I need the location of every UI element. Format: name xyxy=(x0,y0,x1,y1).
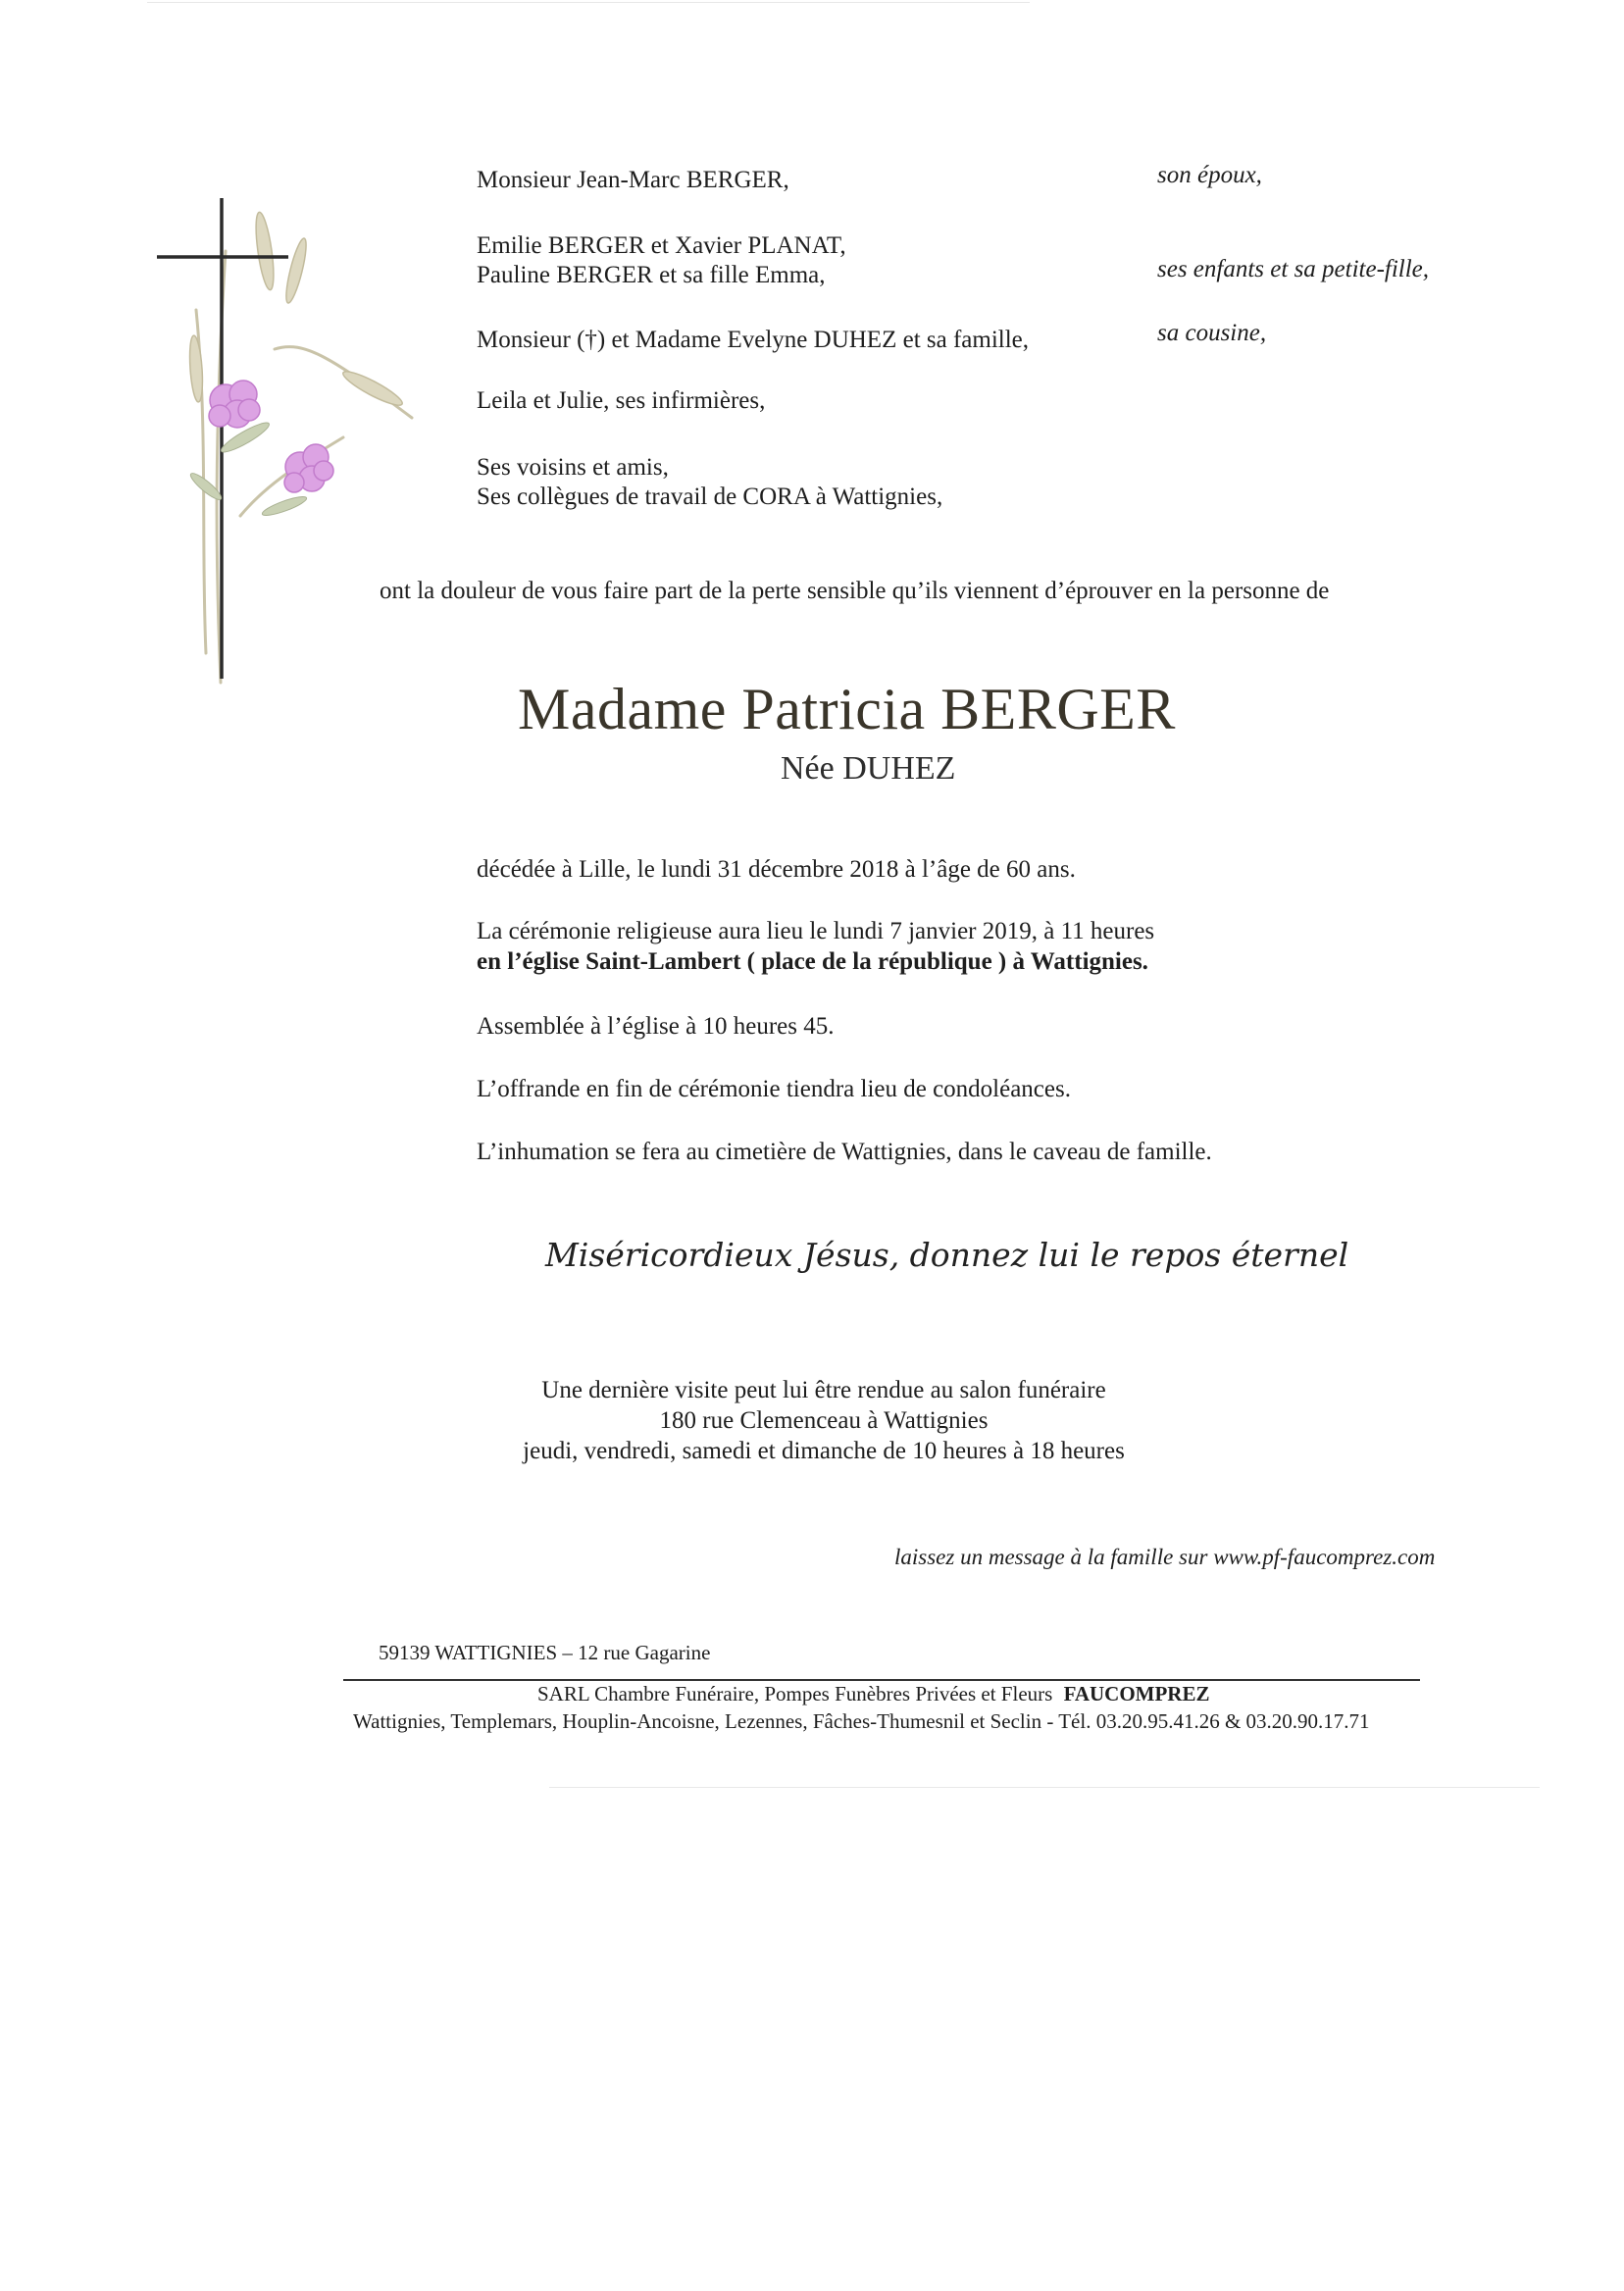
assembly-time: Assemblée à l’église à 10 heures 45. xyxy=(477,1013,835,1040)
relation-spouse: son époux, xyxy=(1157,162,1262,188)
burial-details: L’inhumation se fera au cimetière de Wattignies, dans le caveau de famille. xyxy=(477,1139,1212,1165)
ceremony-line-1: La cérémonie religieuse aura lieu le lundi 7 janvier 2019, à 11 heures xyxy=(477,918,1155,944)
cross-flowers-illustration xyxy=(147,192,422,687)
deceased-name: Madame Patricia BERGER xyxy=(518,677,1176,741)
family-row-cousin: Monsieur (†) et Madame Evelyne DUHEZ et sa famille, xyxy=(477,327,1030,353)
relation-cousin: sa cousine, xyxy=(1157,320,1267,346)
family-row-children-2: Pauline BERGER et sa fille Emma, xyxy=(477,262,826,288)
announcement-text: ont la douleur de vous faire part de la perte sensible qu’ils viennent d’éprouver en la personne de xyxy=(380,578,1330,604)
scan-edge-bottom xyxy=(549,1787,1540,1788)
prayer-text: Miséricordieux Jésus, donnez lui le repos éternel xyxy=(545,1236,1349,1274)
family-row-colleagues: Ses collègues de travail de CORA à Wattignies, xyxy=(477,484,943,510)
footer-company-prefix: SARL Chambre Funéraire, Pompes Funèbres Privées et Fleurs xyxy=(537,1682,1053,1706)
footer-locations: Wattignies, Templemars, Houplin-Ancoisne, Lezennes, Fâches-Thumesnil et Seclin - Tél. 03.20.95.41.26 & 03.20.90.17.71 xyxy=(353,1709,1370,1733)
family-row-children-1: Emilie BERGER et Xavier PLANAT, xyxy=(477,232,846,259)
footer-company-name: FAUCOMPREZ xyxy=(1063,1682,1210,1706)
family-row-neighbours: Ses voisins et amis, xyxy=(477,454,669,481)
family-row-spouse: Monsieur Jean-Marc BERGER, xyxy=(477,167,789,193)
visit-line-1: Une dernière visite peut lui être rendue au salon funéraire xyxy=(541,1377,1106,1403)
ceremony-line-2: en l’église Saint-Lambert ( place de la république ) à Wattignies. xyxy=(477,948,1148,975)
family-row-nurses: Leila et Julie, ses infirmières, xyxy=(477,387,766,414)
visit-line-3: jeudi, vendredi, samedi et dimanche de 10 heures à 18 heures xyxy=(523,1438,1125,1464)
death-details: décédée à Lille, le lundi 31 décembre 2018 à l’âge de 60 ans. xyxy=(477,856,1076,883)
deceased-birth-name: Née DUHEZ xyxy=(781,750,956,787)
offering-note: L’offrande en fin de cérémonie tiendra lieu de condoléances. xyxy=(477,1076,1071,1102)
carnation-flower-icon xyxy=(209,381,260,428)
message-website-link[interactable]: laissez un message à la famille sur www.pf-faucomprez.com xyxy=(894,1545,1436,1569)
carnation-flower-icon-2 xyxy=(284,444,333,492)
relation-children: ses enfants et sa petite-fille, xyxy=(1157,256,1430,282)
visit-line-2: 180 rue Clemenceau à Wattignies xyxy=(659,1407,989,1434)
scan-edge-top xyxy=(147,2,1030,3)
footer-address: 59139 WATTIGNIES – 12 rue Gagarine xyxy=(379,1641,711,1664)
footer-company xyxy=(537,1681,1210,1706)
